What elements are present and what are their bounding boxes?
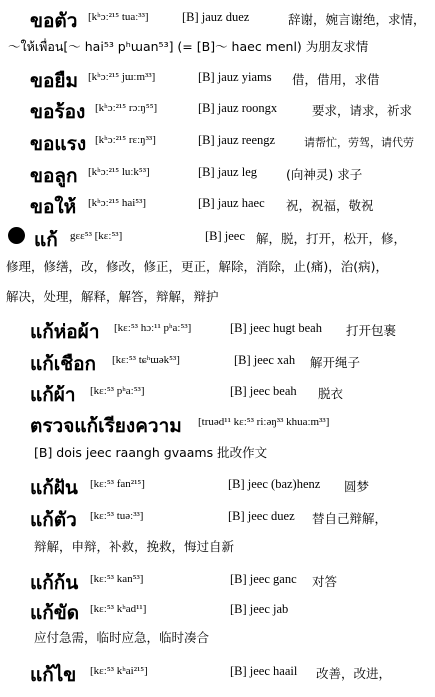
thai-headword: แก้ (34, 229, 58, 251)
continuation-text: 应付急需，临时应急，临时凑合 (34, 630, 210, 645)
code-label: [B] jeec xah (234, 353, 296, 367)
ipa-pronunciation: [kɛː⁵³ kan⁵³] (90, 573, 144, 585)
code-label: [B] jauz roongx (198, 101, 278, 115)
ipa-pronunciation: [kɛː⁵³ tɕʰɯək⁵³] (112, 354, 180, 366)
chinese-gloss: 解，脱，打开，松开，修， (256, 231, 407, 246)
chinese-gloss: 请帮忙，劳驾，请代劳 (304, 136, 414, 149)
code-label: [B] jeec (205, 229, 245, 243)
ipa-pronunciation: gɛɛ⁵³ [kɛː⁵³] (70, 230, 123, 242)
bullet-icon (8, 227, 25, 244)
thai-headword: แก้เชือก (30, 353, 97, 375)
chinese-gloss: 改善，改进， (316, 666, 392, 681)
chinese-gloss: 祝，祝福，敬祝 (286, 198, 374, 213)
ipa-pronunciation: [truəd¹¹ kɛː⁵³ riːəŋ³³ khuaːm³³] (198, 416, 330, 428)
chinese-gloss: 辞谢，婉言谢绝，求情， (288, 12, 426, 27)
code-label: [B] jauz haec (198, 196, 265, 210)
code-label: [B] jeec haail (230, 664, 298, 678)
chinese-gloss: 要求，请求，祈求 (312, 103, 413, 118)
code-label: [B] jauz leg (198, 165, 258, 179)
thai-headword: ขอตัว (30, 10, 78, 32)
thai-headword: แก้ตัว (30, 509, 77, 531)
chinese-gloss: 替自己辩解， (312, 511, 388, 526)
ipa-pronunciation: [kɛː⁵³ pʰaː⁵³] (90, 385, 145, 397)
ipa-pronunciation: [kʰɔː²¹⁵ rɔːŋ⁵⁵] (95, 102, 158, 114)
ipa-pronunciation: [kɛː⁵³ kʰad¹¹] (90, 603, 147, 615)
code-label: [B] jeec (baz)henz (228, 477, 321, 491)
continuation-text: [B] dois jeec raangh gvaams 批改作文 (34, 445, 268, 460)
ipa-pronunciation: [kɛː⁵³ tuəː³³] (90, 510, 144, 522)
chinese-gloss: 对答 (312, 574, 338, 589)
thai-headword: ขอยืม (30, 70, 79, 92)
code-label: [B] jauz reengz (198, 133, 276, 147)
ipa-pronunciation: [kʰɔː²¹⁵ tuaː³³] (88, 11, 149, 23)
chinese-gloss: 脱衣 (318, 386, 344, 401)
chinese-gloss: 解开绳子 (310, 355, 361, 370)
ipa-pronunciation: [kʰɔː²¹⁵ hai⁵³] (88, 197, 147, 209)
code-label: [B] jeec duez (228, 509, 295, 523)
chinese-gloss: (向神灵) 求子 (286, 167, 363, 182)
thai-headword: ขอลูก (30, 165, 78, 187)
thai-headword: แก้ฝัน (30, 477, 78, 499)
thai-headword: แก้ผ้า (30, 384, 76, 406)
code-label: [B] jauz duez (182, 10, 250, 24)
ipa-pronunciation: [kɛː⁵³ kʰai²¹⁵] (90, 665, 148, 677)
code-label: [B] jeec hugt beah (230, 321, 322, 335)
chinese-gloss: 借，借用，求借 (292, 72, 380, 87)
thai-headword: แก้ก้น (30, 572, 79, 594)
ipa-pronunciation: [kɛː⁵³ hɔː¹¹ pʰaː⁵³] (114, 322, 192, 334)
chinese-gloss: 打开包裹 (346, 323, 397, 338)
continuation-text: 辩解，申辩，补救，挽救，悔过自新 (34, 539, 235, 554)
code-label: [B] jeec jab (230, 602, 289, 616)
thai-headword: ขอให้ (30, 196, 77, 218)
code-label: [B] jeec ganc (230, 572, 297, 586)
thai-headword: ตรวจแก้เรียงความ (30, 415, 182, 437)
chinese-gloss: 圆梦 (344, 479, 370, 494)
code-label: [B] jeec beah (230, 384, 297, 398)
thai-headword: แก้ไข (30, 664, 77, 686)
continuation-text: ～ให้เพื่อน[～ hai⁵³ pʰɯan⁵³] (= [B]～ haec menl) 为朋友求情 (8, 39, 369, 54)
ipa-pronunciation: [kʰɔː²¹⁵ rɛːŋ³³] (95, 134, 156, 146)
ipa-pronunciation: [kʰɔː²¹⁵ luːk⁵³] (88, 166, 150, 178)
ipa-pronunciation: [kɛː⁵³ fan²¹⁵] (90, 478, 145, 490)
thai-headword: แก้ขัด (30, 602, 80, 624)
ipa-pronunciation: [kʰɔː²¹⁵ jɯːm³³] (88, 71, 156, 83)
continuation-text: 解决，处理，解释，解答，辩解，辩护 (6, 289, 219, 304)
code-label: [B] jauz yiams (198, 70, 272, 84)
continuation-text: 修理，修缮，改，修改，修正，更正，解除，消除，止(痛)，治(病)， (6, 259, 389, 274)
thai-headword: ขอร้อง (30, 101, 86, 123)
thai-headword: ขอแรง (30, 133, 87, 155)
thai-headword: แก้ห่อผ้า (30, 321, 100, 343)
